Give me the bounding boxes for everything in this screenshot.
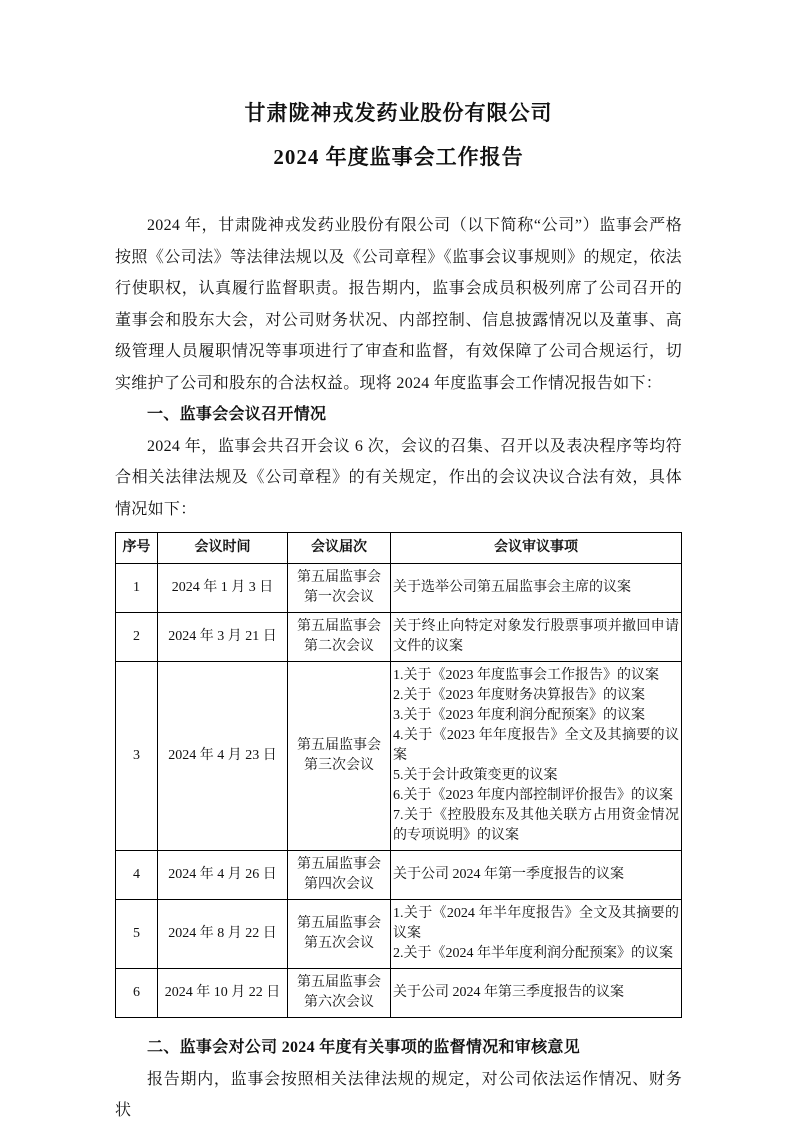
- session-line: 第五届监事会: [297, 570, 382, 585]
- matter-line: 关于选举公司第五届监事会主席的议案: [393, 580, 632, 595]
- matter-line: 1.关于《2024 年半年度报告》全文及其摘要的议案: [393, 906, 679, 941]
- cell-session: [288, 564, 391, 613]
- session-line: 第六次会议: [304, 995, 375, 1010]
- column-header-session: 会议届次: [288, 533, 391, 564]
- section2-heading: 二、监事会对公司 2024 年度有关事项的监督情况和审核意见: [147, 1039, 581, 1056]
- document-title-line1: 甘肃陇神戎发药业股份有限公司: [244, 101, 553, 125]
- matter-line: 关于公司 2024 年第一季度报告的议案: [393, 867, 625, 882]
- table-row: [116, 662, 682, 851]
- table-row: [116, 851, 682, 900]
- cell-seq: 5: [116, 900, 158, 969]
- cell-session: [288, 613, 391, 662]
- cell-matters: [391, 564, 682, 613]
- session-line: 第五届监事会: [297, 738, 382, 753]
- matter-line: 6.关于《2023 年度内部控制评价报告》的议案: [393, 788, 674, 803]
- table-row: [116, 900, 682, 969]
- table-row: [116, 564, 682, 613]
- matter-line: 1.关于《2023 年度监事会工作报告》的议案: [393, 668, 660, 683]
- cell-seq: 4: [116, 851, 158, 900]
- cell-matters: [391, 613, 682, 662]
- cell-matters: [391, 969, 682, 1018]
- cell-session: [288, 662, 391, 851]
- cell-seq: 3: [116, 662, 158, 851]
- matter-line: 4.关于《2023 年年度报告》全文及其摘要的议案: [393, 728, 679, 763]
- matter-line: 5.关于会计政策变更的议案: [393, 768, 558, 783]
- cell-seq: 1: [116, 564, 158, 613]
- session-line: 第四次会议: [304, 877, 375, 892]
- session-line: 第二次会议: [304, 639, 375, 654]
- section1-heading: 一、监事会会议召开情况: [147, 406, 327, 423]
- matter-line: 2.关于《2024 年半年度利润分配预案》的议案: [393, 946, 674, 961]
- section1-paragraph: 2024 年，监事会共召开会议 6 次，会议的召集、召开以及表决程序等均符合相关法律法规及《公司章程》的有关规定，作出的会议决议合法有效，具体情况如下：: [115, 437, 682, 518]
- meetings-table-body: [116, 564, 682, 1018]
- column-header-matters: 会议审议事项: [391, 533, 682, 564]
- session-line: 第五届监事会: [297, 975, 382, 990]
- cell-date: 2024 年 4 月 26 日: [157, 851, 287, 900]
- session-line: 第五次会议: [304, 936, 375, 951]
- session-line: 第三次会议: [304, 758, 375, 773]
- cell-matters: [391, 900, 682, 969]
- meetings-table: [115, 532, 682, 1018]
- table-header-row: [116, 533, 682, 564]
- cell-date: 2024 年 3 月 21 日: [157, 613, 287, 662]
- document-content: [115, 96, 682, 1122]
- cell-date: 2024 年 10 月 22 日: [157, 969, 287, 1018]
- section2-paragraph: 报告期内，监事会按照相关法律法规的规定，对公司依法运作情况、财务状: [115, 1070, 682, 1119]
- matter-line: 关于终止向特定对象发行股票事项并撤回申请文件的议案: [393, 619, 679, 654]
- column-header-seq: 序号: [116, 533, 158, 564]
- cell-session: [288, 969, 391, 1018]
- cell-matters: [391, 662, 682, 851]
- matter-line: 关于公司 2024 年第三季度报告的议案: [393, 985, 625, 1000]
- document-title-line2: 2024 年度监事会工作报告: [273, 145, 524, 169]
- session-line: 第一次会议: [304, 590, 375, 605]
- session-line: 第五届监事会: [297, 619, 382, 634]
- cell-date: 2024 年 4 月 23 日: [157, 662, 287, 851]
- cell-session: [288, 851, 391, 900]
- matter-line: 3.关于《2023 年度利润分配预案》的议案: [393, 708, 646, 723]
- session-line: 第五届监事会: [297, 916, 382, 931]
- cell-seq: 6: [116, 969, 158, 1018]
- cell-seq: 2: [116, 613, 158, 662]
- cell-session: [288, 900, 391, 969]
- matter-line: 7.关于《控股股东及其他关联方占用资金情况的专项说明》的议案: [393, 808, 679, 843]
- table-row: [116, 969, 682, 1018]
- cell-matters: [391, 851, 682, 900]
- session-line: 第五届监事会: [297, 857, 382, 872]
- intro-paragraph: 2024 年，甘肃陇神戎发药业股份有限公司（以下简称“公司”）监事会严格按照《公司法》等法律法规以及《公司章程》《监事会议事规则》的规定，依法行使职权，认真履行监督职责。报告期内，监事会成员积极列席了公司召开的董事会和股东大会，对公司财务状况、内部控制、信息披露情况以及董事、高级管理人员履职情况等事项进行了审查和监督，有效保障了公司合规运行，切实维护了公司和股东的合法权益。现将 2024 年度监事会工作情况报告如下：: [115, 217, 682, 392]
- matter-line: 2.关于《2023 年度财务决算报告》的议案: [393, 688, 646, 703]
- cell-date: 2024 年 1 月 3 日: [157, 564, 287, 613]
- column-header-date: 会议时间: [157, 533, 287, 564]
- cell-date: 2024 年 8 月 22 日: [157, 900, 287, 969]
- table-row: [116, 613, 682, 662]
